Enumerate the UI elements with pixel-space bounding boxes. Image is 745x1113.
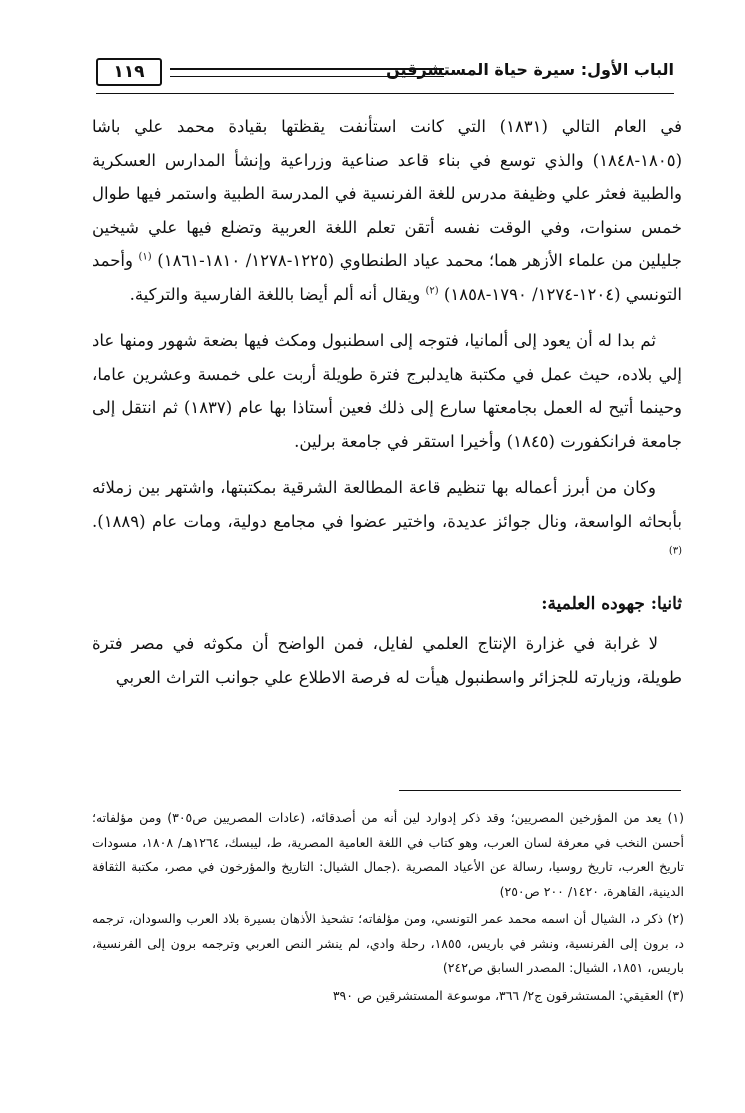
paragraph — [92, 471, 682, 572]
main-text — [92, 110, 682, 694]
paragraph — [92, 110, 682, 311]
footnote: (١) يعد من المؤرخين المصريين؛ وقد ذكر إدوارد لين أنه من أصدقائه، (عادات المصريين ص٣٠٥) ومن مؤلفاته؛ أحسن النخب في معرفة لسان العرب، وهو كتاب في اللغة العامية المصرية، ط، ليبسك، ١٢٦٤هـ/ ١٨٠٨، مسودات تاريخ العرب، تاريخ روسيا، رسالة عن الأعياد المصرية .(جمال الشيال: التاريخ والمؤرخون في مصر، مكتبة الثقافة الدينية، القاهرة، ١٤٢٠/ ٢٠٠ ص٢٥٠) — [92, 810, 684, 899]
header-divider — [96, 93, 674, 94]
running-header — [96, 58, 674, 88]
footnote: (٣) العقيقي: المستشرقون ج٢/ ٣٦٦، موسوعة المستشرقين ص ٣٩٠ — [332, 987, 684, 1003]
chapter-title: الباب الأول: سيرة حياة المستشرقين — [386, 60, 674, 79]
footnote-ref: (٣) — [668, 545, 682, 557]
footnote: (٢) ذكر د، الشيال أن اسمه محمد عمر التونسي، ومن مؤلفاته؛ تشحيذ الأذهان بسيرة بلاد العرب والسودان، ترجمه د، برون إلى الفرنسية، ونشر في باريس، ١٨٥٥، رحلة وادي، لم ينشر النص العربي وترجمه برون إلى الفرنسية، باريس، ١٨٥١، الشيال: المصدر السابق ص٢٤٢) — [92, 911, 684, 975]
paragraph-text: في العام التالي (١٨٣١) التي كانت استأنفت يقظتها بقيادة محمد علي باشا (١٨٠٥-١٨٤٨) والذي توسع في بناء قاعد صناعية وزراعية وإنشأ المدارس العسكرية والطبية فعثر علي وظيفة مدرس للغة الفرنسية في المدرسة الطبية واستمر فيها طوال خمس سنوات، وفي الوقت نفسه أتقن تعلم اللغة العربية وتضلع فيها علي شيخين جليلين من علماء الأزهر هما؛ محمد عياد الطنطاوي (١٢٢٥-١٢٧٨/ ١٨١٠-١٨٦١) — [92, 117, 683, 270]
section-heading: ثانيا: جهوده العلمية: — [541, 593, 682, 614]
footnote-ref: (١) — [138, 251, 152, 263]
paragraph-text: وكان من أبرز أعماله بها تنظيم قاعة المطالعة الشرقية بمكتبتها، واشتهر بين زملائه بأبحاثه الواسعة، ونال جوائز عديدة، واختير عضوا في مجامع دولية، ومات عام (١٨٨٩). — [92, 478, 682, 531]
page-number: ١١٩ — [96, 58, 162, 86]
paragraph-text: ويقال أنه ألم أيضا باللغة الفارسية والتركية. — [129, 284, 421, 304]
paragraph-text: وأحمد التونسي (١٢٠٤-١٢٧٤/ ١٧٩٠-١٨٥٨) — [92, 251, 682, 304]
footnote-ref: (٢) — [425, 285, 439, 296]
footnote-separator — [399, 790, 681, 791]
paragraph: ثم بدا له أن يعود إلى ألمانيا، فتوجه إلى اسطنبول ومكث فيها بضعة شهور ومنها عاد إلي بلاده، حيث عمل في مكتبة هايدلبرج فترة طويلة أربت على خمسة وعشرين عاما، وحينما أتيح له العمل بجامعتها سارع إلى ذلك فعين أستاذا بها عام (١٨٣٧) ثم انتقل إلى جامعة فرانكفورت (١٨٤٥) وأخيرا استقر في جامعة برلين. — [92, 331, 682, 451]
header-double-rule — [170, 68, 444, 77]
paragraph: لا غرابة في غزارة الإنتاج العلمي لفايل، فمن الواضح أن مكوثه في مصر فترة طويلة، وزيارته للجزائر واسطنبول هيأت له فرصة الاطلاع علي جوانب التراث العربي — [92, 634, 682, 687]
footnotes — [92, 806, 684, 1011]
